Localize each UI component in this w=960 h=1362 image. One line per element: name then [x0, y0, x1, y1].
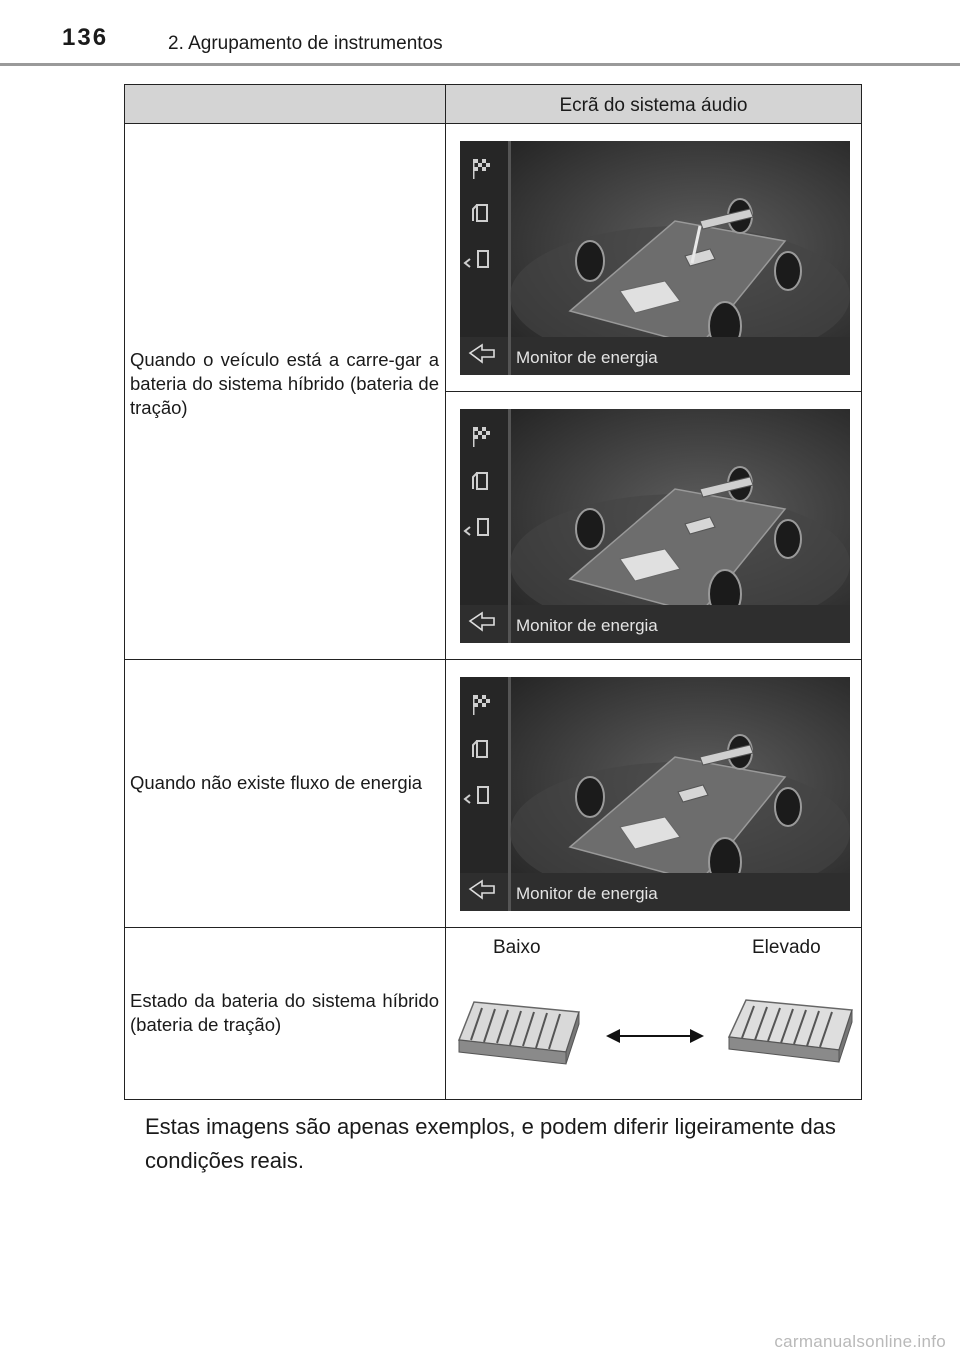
footnote-disclaimer: Estas imagens são apenas exemplos, e podem diferir ligeiramente das condições reais.	[145, 1114, 836, 1173]
battery-level-illustration	[454, 982, 854, 1092]
battery-level-low-label: Baixo	[493, 937, 541, 958]
page-header	[0, 0, 960, 70]
battery-high-icon	[729, 1000, 852, 1062]
table-header-empty-cell	[124, 84, 446, 124]
watermark: carmanualsonline.info	[774, 1332, 946, 1351]
table-header-cell	[445, 84, 862, 124]
battery-level-high-label: Elevado	[752, 937, 821, 958]
table-row-label-cell	[124, 927, 446, 1100]
battery-low-icon	[459, 1002, 579, 1064]
section-title: 2. Agrupamento de instrumentos	[168, 33, 443, 54]
row-label-no-flow: Quando não existe fluxo de energia	[130, 772, 423, 793]
energy-monitor-screen	[460, 677, 850, 911]
double-arrow-icon	[606, 1029, 704, 1043]
energy-monitor-table	[124, 84, 862, 1100]
row-label-charging: Quando o veículo está a carre-gar a bateria do sistema híbrido (bateria de tração)	[130, 349, 439, 418]
table-row-label-cell	[124, 123, 446, 660]
energy-monitor-screen	[460, 409, 850, 643]
screen-title: Monitor de energia	[516, 348, 658, 367]
page-number: 136	[62, 24, 109, 51]
column-header-audio-screen: Ecrã do sistema áudio	[559, 95, 748, 116]
header-divider	[0, 63, 960, 66]
table-row-label-cell	[124, 659, 446, 928]
screen-title: Monitor de energia	[516, 884, 658, 903]
row-label-battery-state: Estado da bateria do sistema híbrido (bateria de tração)	[130, 990, 439, 1035]
energy-monitor-screen	[460, 141, 850, 375]
screen-title: Monitor de energia	[516, 616, 658, 635]
